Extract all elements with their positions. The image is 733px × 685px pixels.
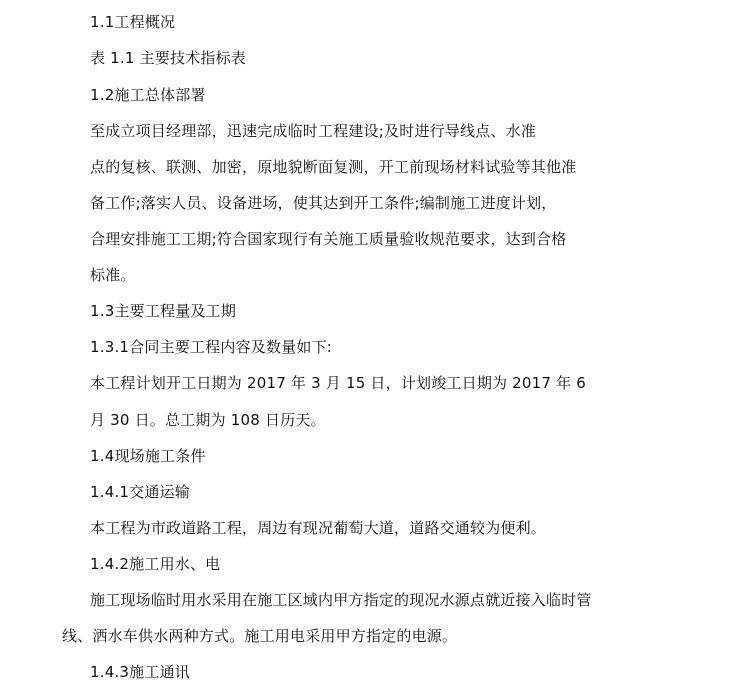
- table-caption: 表 1.1 主要技术指标表: [90, 49, 246, 67]
- heading-1-2: 1.2施工总体部署: [90, 86, 206, 104]
- paragraph-line: 至成立项目经理部，迅速完成临时工程建设;及时进行导线点、水准: [90, 122, 537, 140]
- paragraph-line: 施工现场临时用水采用在施工区域内甲方指定的现况水源点就近接入临时管: [90, 591, 592, 609]
- paragraph-line: 备工作;落实人员、设备进场，使其达到开工条件;编制施工进度计划，: [90, 194, 557, 212]
- paragraph-line: 合理安排施工工期;符合国家现行有关施工质量验收规范要求，达到合格: [90, 230, 567, 248]
- heading-1-3: 1.3主要工程量及工期: [90, 302, 237, 320]
- paragraph-line: 点的复核、联测、加密，原地貌断面复测，开工前现场材料试验等其他准: [90, 158, 577, 176]
- heading-1-4: 1.4现场施工条件: [90, 447, 206, 465]
- paragraph-line: 月 30 日。总工期为 108 日历天。: [90, 411, 326, 429]
- heading-1-1: 1.1工程概况: [90, 13, 176, 31]
- heading-1-3-1: 1.3.1合同主要工程内容及数量如下:: [90, 338, 333, 356]
- paragraph-line: 本工程计划开工日期为 2017 年 3 月 15 日，计划竣工日期为 2017 年 6: [90, 374, 587, 392]
- heading-1-4-3: 1.4.3施工通讯: [90, 663, 190, 681]
- heading-1-4-2: 1.4.2施工用水、电: [90, 555, 221, 573]
- paragraph-line: 本工程为市政道路工程，周边有现况葡萄大道，道路交通较为便利。: [90, 519, 547, 537]
- paragraph-line: 线、洒水车供水两种方式。施工用电采用甲方指定的电源。: [62, 627, 458, 645]
- heading-1-4-1: 1.4.1交通运输: [90, 483, 190, 501]
- paragraph-line: 标准。: [90, 266, 136, 284]
